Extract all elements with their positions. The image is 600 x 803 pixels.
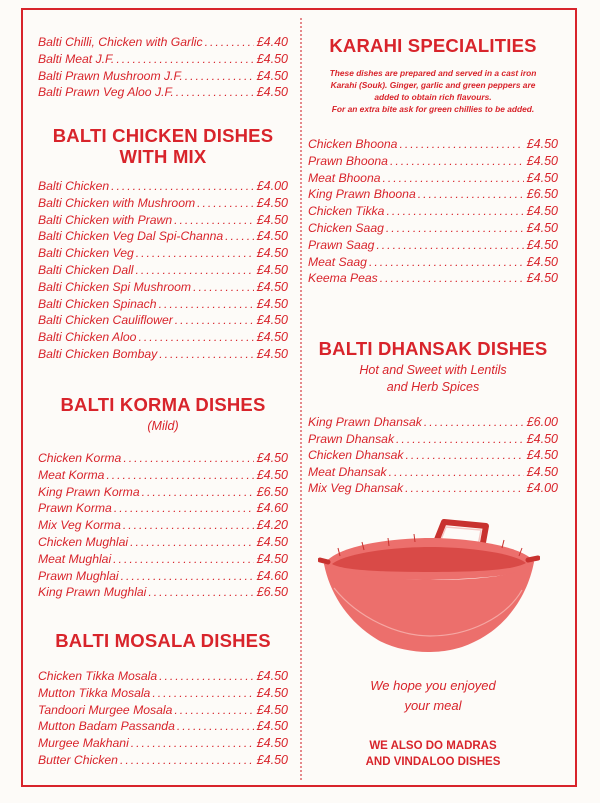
item-price: £4.50: [256, 263, 288, 277]
item-price: £4.50: [256, 535, 288, 549]
item-name: Prawn Dhansak: [308, 431, 395, 446]
dot-leader: [148, 584, 253, 600]
dot-leader: [116, 51, 253, 67]
balti-korma-subtitle: (Mild): [147, 419, 179, 433]
item-price: £4.50: [256, 229, 288, 244]
item-price: £4.40: [256, 35, 288, 49]
dot-leader: [389, 464, 524, 480]
menu-item: [38, 245, 288, 261]
item-price: £4.50: [256, 736, 288, 751]
item-name: Balti Chicken Spinach: [38, 296, 157, 311]
menu-item: [38, 551, 288, 567]
item-price: £4.50: [256, 669, 288, 683]
menu-item: [38, 500, 288, 516]
item-price: £4.50: [256, 753, 288, 767]
dot-leader: [406, 447, 524, 463]
dot-leader: [197, 195, 254, 211]
balti-korma-heading: BALTI KORMA DISHES: [60, 394, 266, 415]
dot-leader: [120, 752, 254, 768]
item-name: Chicken Bhoona: [308, 137, 398, 151]
item-name: Balti Meat J.F.: [38, 51, 115, 66]
dot-leader: [418, 186, 524, 202]
item-name: Murgee Makhani: [38, 736, 129, 751]
menu-item: [38, 329, 288, 345]
thanks-line: We hope you enjoyed: [370, 678, 496, 693]
menu-item: [38, 668, 288, 684]
menu-item: [308, 186, 558, 202]
item-name: Balti Chicken Veg Dal Spi-Channa: [38, 229, 224, 244]
menu-item: [38, 685, 288, 701]
item-name: Chicken Dhansak: [308, 448, 404, 463]
dot-leader: [390, 153, 524, 169]
dot-leader: [142, 484, 254, 500]
dot-leader: [185, 68, 254, 84]
item-price: £4.50: [256, 347, 288, 361]
note-line: These dishes are prepared and served in a cast iron: [329, 68, 537, 78]
menu-item: [308, 464, 558, 480]
item-price: £4.00: [526, 481, 558, 496]
item-price: £4.50: [256, 313, 288, 328]
item-name: Meat Saag: [308, 254, 367, 269]
item-name: Balti Chicken Spi Mushroom: [38, 279, 192, 294]
dot-leader: [136, 262, 254, 278]
balti-dhansak-heading: BALTI DHANSAK DISHES: [318, 338, 548, 359]
left-column: [38, 0, 288, 803]
menu-item: [308, 203, 558, 219]
karahi-wok-icon: [318, 518, 540, 664]
item-name: Keema Peas: [308, 271, 378, 286]
item-price: £4.50: [256, 702, 288, 717]
item-name: Butter Chicken: [38, 753, 118, 767]
thanks-line: your meal: [404, 698, 462, 713]
menu-item: [38, 296, 288, 312]
dot-leader: [123, 450, 253, 466]
menu-item: [308, 170, 558, 186]
also-line: AND VINDALOO DISHES: [365, 756, 501, 768]
item-price: £4.50: [256, 685, 288, 700]
item-price: £4.50: [526, 137, 558, 151]
subtitle-line: Hot and Sweet with Lentils: [359, 363, 507, 377]
item-price: £4.50: [526, 464, 558, 479]
menu-item: [38, 212, 288, 228]
menu-item: [38, 584, 288, 600]
menu-item: [38, 34, 288, 50]
item-price: £4.50: [256, 246, 288, 261]
karahi-heading: KARAHI SPECIALITIES: [329, 35, 537, 56]
item-price: £4.50: [256, 85, 288, 100]
menu-item: [308, 237, 558, 253]
item-name: Prawn Mughlai: [38, 568, 119, 583]
item-price: £4.20: [256, 518, 288, 533]
dot-leader: [106, 467, 253, 483]
menu-item: [38, 68, 288, 84]
item-name: King Prawn Korma: [38, 484, 140, 499]
dot-leader: [123, 517, 254, 533]
item-price: £4.50: [256, 467, 288, 482]
item-price: £6.50: [256, 585, 288, 600]
dot-leader: [225, 228, 254, 244]
item-name: Meat Dhansak: [308, 464, 387, 479]
menu-item: [38, 279, 288, 295]
dot-leader: [121, 568, 254, 584]
dot-leader: [205, 34, 254, 50]
menu-item: [38, 534, 288, 550]
dot-leader: [113, 551, 254, 567]
dot-leader: [111, 178, 254, 194]
item-name: Balti Chicken with Mushroom: [38, 195, 196, 210]
dot-leader: [159, 296, 254, 312]
item-price: £4.50: [526, 448, 558, 463]
dot-leader: [114, 500, 254, 516]
dot-leader: [159, 668, 254, 684]
item-name: Prawn Saag: [308, 237, 375, 252]
dot-leader: [131, 735, 254, 751]
item-name: Meat Korma: [38, 467, 105, 482]
item-price: £4.50: [256, 68, 288, 83]
menu-item: [38, 195, 288, 211]
item-price: £4.00: [256, 179, 288, 193]
dot-leader: [193, 279, 254, 295]
balti-mosala-heading: BALTI MOSALA DISHES: [55, 630, 271, 651]
item-price: £4.60: [256, 568, 288, 583]
item-price: £4.50: [526, 204, 558, 219]
dot-leader: [396, 431, 524, 447]
dot-leader: [174, 702, 253, 718]
item-name: Mix Veg Dhansak: [308, 481, 404, 496]
karahi-note: [308, 67, 558, 115]
item-price: £4.50: [526, 237, 558, 252]
dot-leader: [376, 237, 523, 253]
menu-item: [38, 312, 288, 328]
menu-item: [308, 480, 558, 496]
menu-item: [38, 84, 288, 100]
item-price: £4.50: [256, 719, 288, 734]
item-price: £6.50: [256, 484, 288, 499]
item-price: £4.50: [526, 170, 558, 185]
item-name: Tandoori Murgee Mosala: [38, 702, 173, 717]
item-name: Chicken Mughlai: [38, 535, 129, 549]
menu-item: [38, 718, 288, 734]
item-name: Prawn Korma: [38, 501, 112, 516]
item-price: £4.50: [526, 431, 558, 446]
dot-leader: [138, 329, 253, 345]
item-name: Balti Chicken Bombay: [38, 347, 158, 361]
menu-item: [38, 735, 288, 751]
item-price: £4.60: [256, 501, 288, 516]
dot-leader: [369, 254, 524, 270]
heading-line: BALTI CHICKEN DISHES: [52, 125, 274, 146]
menu-item: [38, 51, 288, 67]
dot-leader: [176, 84, 254, 100]
menu-item: [38, 228, 288, 244]
item-price: £4.50: [256, 279, 288, 294]
also-madras-vindaloo: [308, 738, 558, 770]
item-name: Mutton Badam Passanda: [38, 719, 175, 734]
thanks-message: [308, 676, 558, 716]
menu-item: [308, 153, 558, 169]
item-price: £4.50: [256, 195, 288, 210]
dot-leader: [177, 718, 254, 734]
menu-item: [38, 178, 288, 194]
item-name: Balti Chicken with Prawn: [38, 212, 173, 227]
note-line: For an extra bite ask for green chillies to be added.: [331, 104, 535, 114]
item-name: Meat Bhoona: [308, 170, 381, 185]
item-price: £4.50: [256, 296, 288, 311]
item-name: Prawn Bhoona: [308, 153, 388, 168]
item-price: £4.50: [256, 330, 288, 345]
menu-item: [308, 254, 558, 270]
item-name: Balti Chicken Dall: [38, 263, 134, 277]
item-name: Mutton Tikka Mosala: [38, 685, 151, 700]
menu-item: [308, 220, 558, 236]
column-divider: [300, 18, 302, 780]
menu-item: [38, 346, 288, 362]
item-name: Chicken Tikka: [308, 204, 385, 219]
item-price: £6.00: [526, 415, 558, 429]
menu-item: [38, 484, 288, 500]
item-name: King Prawn Mughlai: [38, 585, 147, 600]
menu-item: [308, 136, 558, 152]
item-name: Balti Chicken Veg: [38, 246, 134, 261]
item-price: £4.50: [526, 271, 558, 286]
item-price: £4.50: [526, 254, 558, 269]
menu-item: [38, 450, 288, 466]
dot-leader: [399, 136, 523, 152]
menu-item: [38, 262, 288, 278]
dot-leader: [405, 480, 524, 496]
dot-leader: [386, 220, 524, 236]
dot-leader: [175, 312, 254, 328]
subtitle-line: and Herb Spices: [386, 380, 480, 394]
dot-leader: [383, 170, 524, 186]
item-name: King Prawn Bhoona: [308, 187, 416, 202]
item-name: King Prawn Dhansak: [308, 415, 422, 429]
menu-item: [308, 414, 558, 430]
menu-item: [38, 568, 288, 584]
menu-item: [308, 270, 558, 286]
heading-line: WITH MIX: [119, 146, 207, 167]
item-name: Mix Veg Korma: [38, 518, 121, 533]
item-price: £4.50: [256, 51, 288, 66]
menu-item: [38, 467, 288, 483]
item-name: Chicken Saag: [308, 221, 384, 235]
menu-item: [308, 431, 558, 447]
dot-leader: [174, 212, 254, 228]
item-name: Balti Chilli, Chicken with Garlic: [38, 35, 203, 49]
menu-item: [308, 447, 558, 463]
item-name: Balti Chicken: [38, 179, 110, 193]
item-price: £4.50: [256, 212, 288, 227]
menu-item: [38, 517, 288, 533]
item-name: Balti Chicken Aloo: [38, 330, 137, 345]
item-name: Chicken Korma: [38, 451, 122, 465]
dot-leader: [136, 245, 254, 261]
item-name: Balti Prawn Veg Aloo J.F.: [38, 85, 174, 100]
dot-leader: [130, 534, 254, 550]
balti-chicken-heading: [38, 125, 288, 167]
dot-leader: [159, 346, 253, 362]
dot-leader: [380, 270, 524, 286]
item-price: £4.50: [256, 451, 288, 465]
menu-item: [38, 702, 288, 718]
item-price: £4.50: [526, 221, 558, 235]
item-name: Chicken Tikka Mosala: [38, 669, 158, 683]
item-price: £6.50: [526, 187, 558, 202]
menu-item: [38, 752, 288, 768]
dot-leader: [386, 203, 523, 219]
item-name: Balti Chicken Cauliflower: [38, 313, 173, 328]
item-price: £4.50: [256, 551, 288, 566]
dot-leader: [424, 414, 524, 430]
item-name: Balti Prawn Mushroom J.F.: [38, 68, 183, 83]
item-name: Meat Mughlai: [38, 551, 112, 566]
balti-dhansak-subtitle: [308, 362, 558, 396]
item-price: £4.50: [526, 153, 558, 168]
dot-leader: [152, 685, 253, 701]
note-line: added to obtain rich flavours.: [374, 92, 492, 102]
note-line: Karahi (Souk). Ginger, garlic and green peppers are: [330, 80, 536, 90]
also-line: WE ALSO DO MADRAS: [369, 740, 497, 752]
